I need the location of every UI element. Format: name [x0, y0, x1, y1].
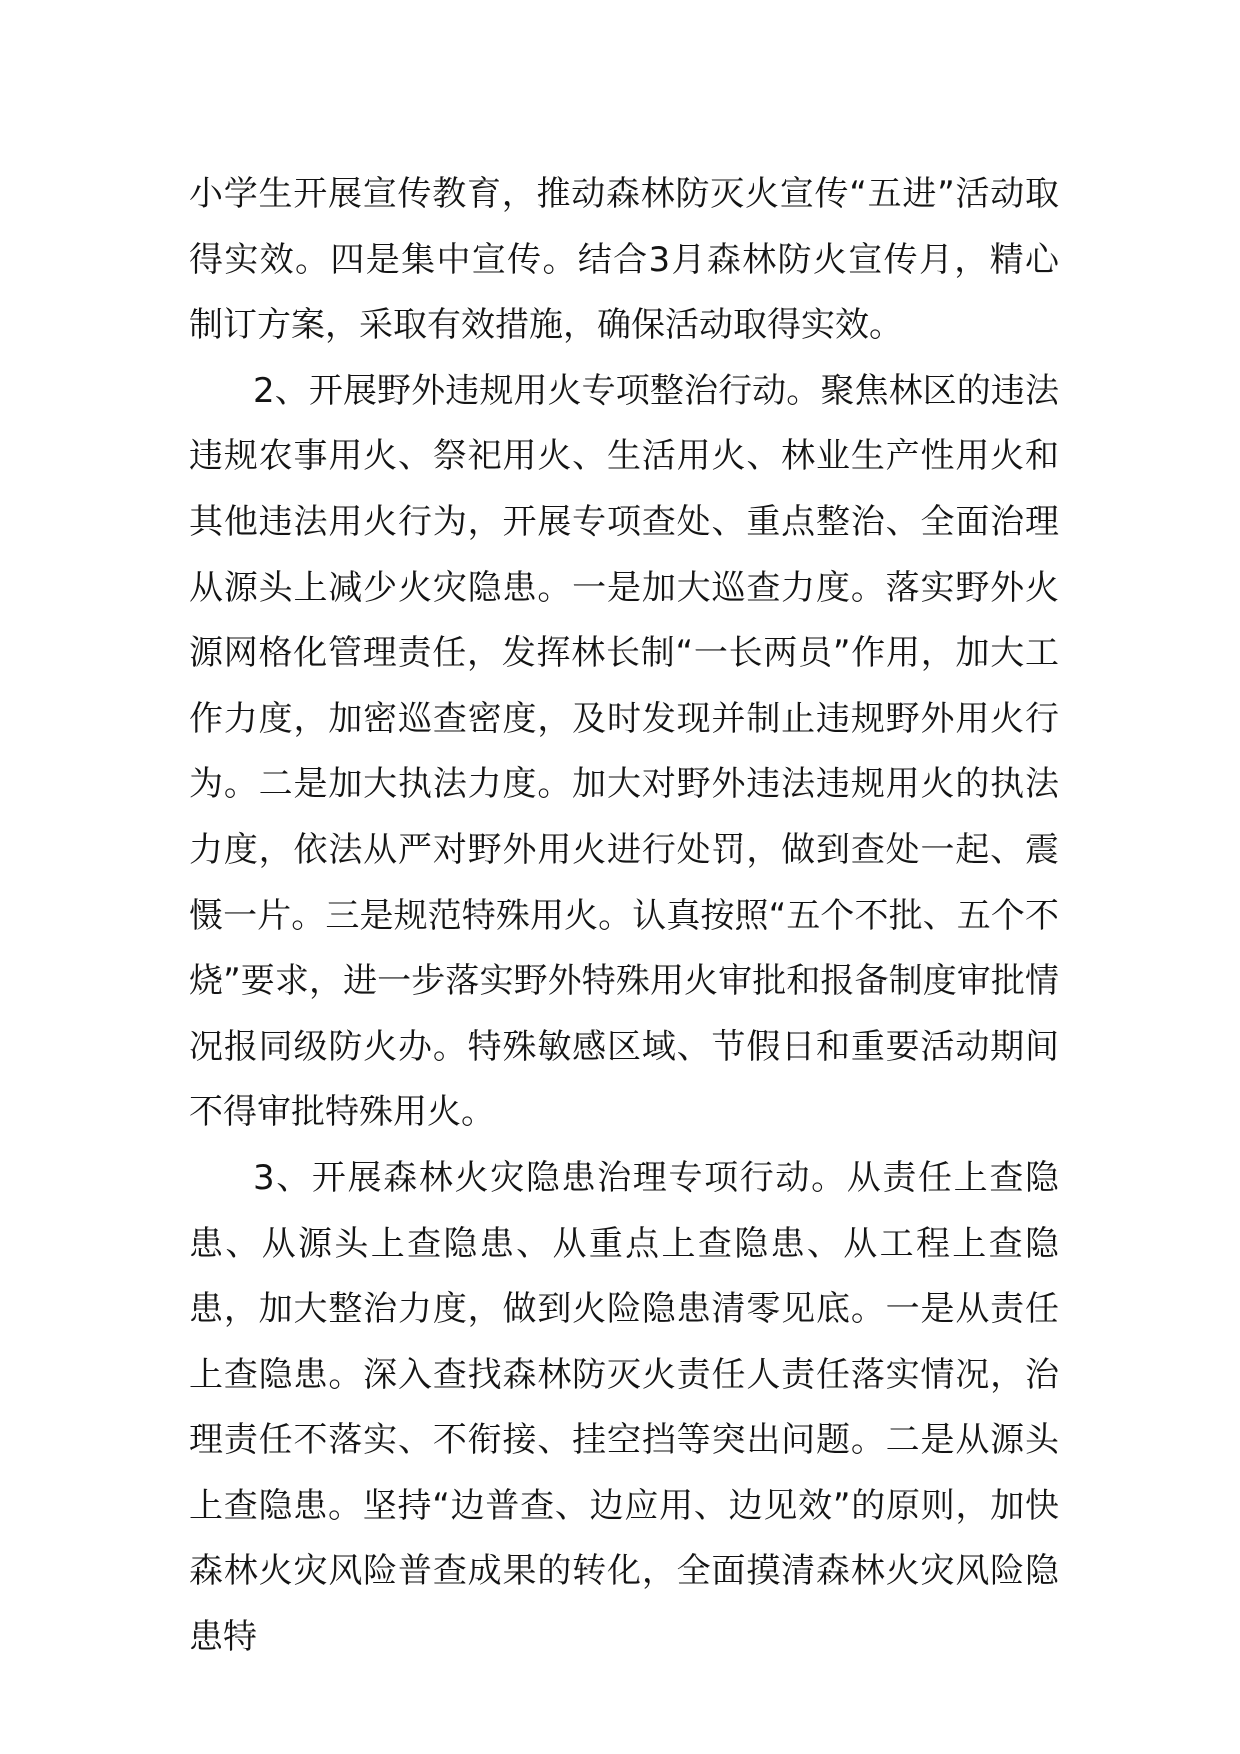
document-body [189, 162, 1059, 1671]
paragraph-continuation: 小学生开展宣传教育，推动森林防灭火宣传“五进”活动取得实效。四是集中宣传。结合3月森林防火宣传月，精心制订方案，采取有效措施，确保活动取得实效。 [189, 174, 1059, 346]
paragraph-item-3: 3、开展森林火灾隐患治理专项行动。从责任上查隐患、从源头上查隐患、从重点上查隐患、从工程上查隐患，加大整治力度，做到火险隐患清零见底。一是从责任上查隐患。深入查找森林防灭火责任人责任落实情况，治理责任不落实、不衔接、挂空挡等突出问题。二是从源头上查隐患。坚持“边普查、边应用、边见效”的原则，加快森林火灾风险普查成果的转化，全面摸清森林火灾风险隐患特 [189, 1157, 1059, 1658]
paragraph-item-2: 2、开展野外违规用火专项整治行动。聚焦林区的违法违规农事用火、祭祀用火、生活用火、林业生产性用火和其他违法用火行为，开展专项查处、重点整治、全面治理从源头上减少火灾隐患。一是加大巡查力度。落实野外火源网格化管理责任，发挥林长制“一长两员”作用，加大工作力度，加密巡查密度，及时发现并制止违规野外用火行为。二是加大执法力度。加大对野外违法违规用火的执法力度，依法从严对野外用火进行处罚，做到查处一起、震慑一片。三是规范特殊用火。认真按照“五个不批、五个不烧”要求，进一步落实野外特殊用火审批和报备制度审批情况报同级防火办。特殊敏感区域、节假日和重要活动期间不得审批特殊用火。 [189, 370, 1059, 1133]
